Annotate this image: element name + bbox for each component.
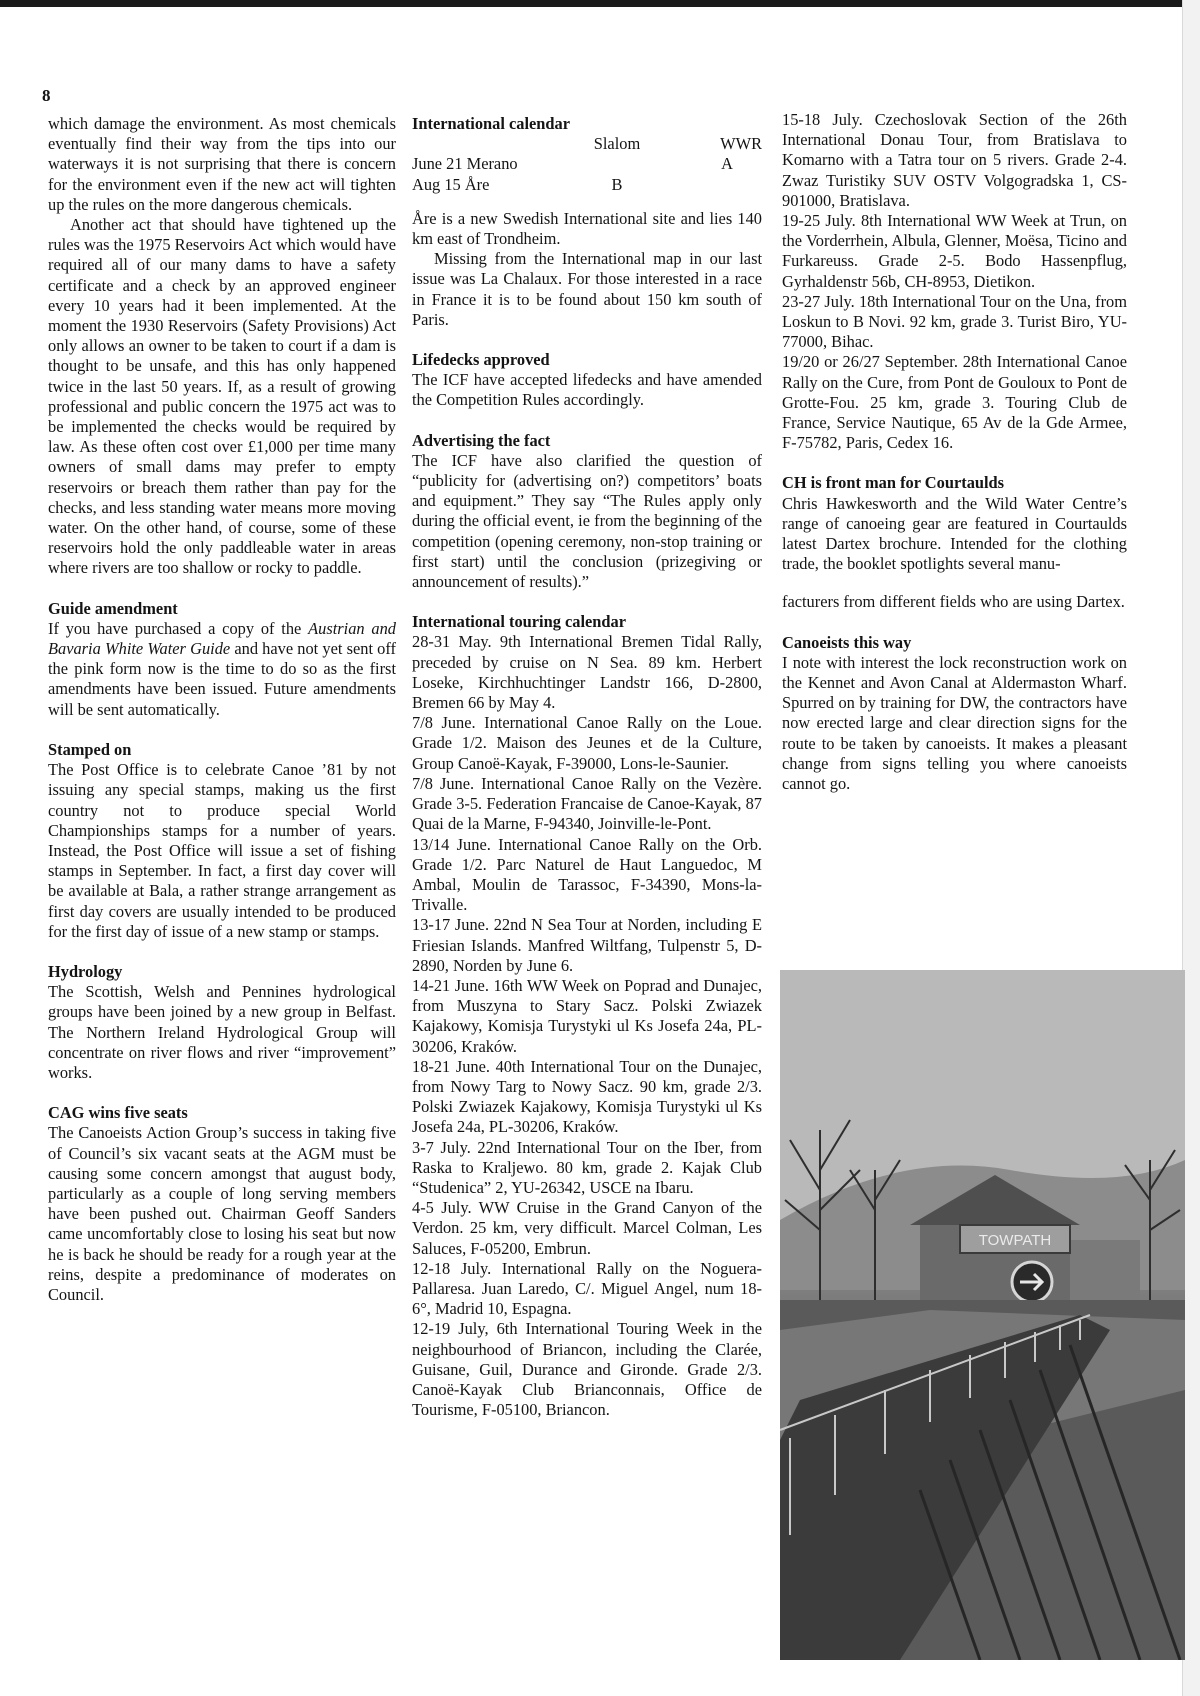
lifedecks-text: The ICF have accepted lifedecks and have amended the Competition Rules accordingly. bbox=[412, 370, 762, 410]
touring-entry: 19/20 or 26/27 September. 28th International Canoe Rally on the Cure, from Pont de Gouloux to Pont de Grotte-Fou. 25 km, grade 3. Touring Club de France, Service Nautique, 65 Av de la Gde Armee, F-75782, Paris, Cedex 16. bbox=[782, 352, 1127, 453]
courtaulds-heading: CH is front man for Courtaulds bbox=[782, 473, 1005, 493]
touring-entry: 3-7 July. 22nd International Tour on the Iber, from Raska to Kraljewo. 80 km, grade 2. Kajak Club “Studenica” 2, YU-26342, USCE na Ibaru. bbox=[412, 1137, 762, 1197]
guide-amendment-heading: Guide amendment bbox=[48, 598, 178, 618]
advertising-heading: Advertising the fact bbox=[412, 430, 551, 450]
are-paragraph: Åre is a new Swedish International site and lies 140 km east of Trondheim. bbox=[412, 208, 762, 249]
hydrology-heading: Hydrology bbox=[48, 961, 123, 981]
touring-entry: 7/8 June. International Canoe Rally on the Vezère. Grade 3-5. Federation Francaise de Canoe-Kayak, 87 Quai de la Marne, F-94340, Joinville-le-Pont. bbox=[412, 773, 762, 834]
international-calendar-table bbox=[412, 134, 762, 195]
advertising-text: The ICF have also clarified the question of “publicity for (advertising on?) competitors’ boats and equipment.” They say “The Rules apply only during the official event, ie from the beginning of the competition (opening ceremony, non-stop training or first start) until the conclusion (prizegiving or announcement of results).” bbox=[412, 450, 762, 592]
calendar-row: Aug 15 Åre B bbox=[412, 174, 623, 194]
middle-column bbox=[412, 114, 762, 1420]
stamped-on-text: The Post Office is to celebrate Canoe ’81 by not issuing any special stamps, making us the first country not to produce special World Championships stamps for a number of years. Instead, the Post Office will issue a set of fishing stamps in September. In fact, a first day cover will be available at Bala, a rather strange arrangement as first day covers are usually intended to be produced for the first day of issue of a new stamp or stamps. bbox=[48, 760, 396, 941]
photo-scene bbox=[780, 970, 1185, 1660]
column-break bbox=[782, 574, 1127, 592]
chalaux-paragraph: Missing from the International map in our last issue was La Chalaux. For those interested in a race in France it is to be found about 150 km south of Paris. bbox=[412, 249, 762, 329]
courtaulds-text-part2: facturers from different fields who are using Dartex. bbox=[782, 592, 1125, 612]
touring-entry: 4-5 July. WW Cruise in the Grand Canyon of the Verdon. 25 km, very difficult. Marcel Colman, Les Saluces, F-05200, Embrun. bbox=[412, 1198, 762, 1258]
touring-entry: 14-21 June. 16th WW Week on Poprad and Dunajec, from Muszyna to Stary Sacz. Polski Zwiazek Kajakowy, Komisja Turystyki ul Ks Josefa 24a, PL-30206, Kraków. bbox=[412, 975, 762, 1056]
calendar-row: June 21 Merano A bbox=[412, 154, 733, 174]
hydrology-text: The Scottish, Welsh and Pennines hydrological groups have been joined by a new group in Belfast. The Northern Ireland Hydrological Group will concentrate on river flows and river “improvement” works. bbox=[48, 982, 396, 1082]
touring-entry: 13-17 June. 22nd N Sea Tour at Norden, including E Friesian Islands. Manfred Wiltfang, Tulpenstr 5, D-2890, Norden by June 6. bbox=[412, 915, 762, 975]
left-column bbox=[48, 114, 396, 1305]
top-edge-rule bbox=[0, 0, 1200, 7]
cag-heading: CAG wins five seats bbox=[48, 1103, 188, 1123]
touring-entry: 19-25 July. 8th International WW Week at Trun, on the Vorderrhein, Albula, Glenner, Moësa, Ticino and Furkareuss. Grade 2-5. Bodo Hassenpflug, Gyrhaldenstr 56b, CH-8953, Dietikon. bbox=[782, 211, 1127, 291]
stamped-on-heading: Stamped on bbox=[48, 739, 132, 759]
touring-entry: 23-27 July. 18th International Tour on the Una, from Loskun to B Novi. 92 km, grade 3. Turist Biro, YU-77000, Bihac. bbox=[782, 291, 1127, 352]
cag-text: The Canoeists Action Group’s success in taking five of Council’s six vacant seats at the AGM must be causing some concern amongst that august body, particularly as a couple of long serving members have been pushed out. Chairman Geoff Sanders came uncomfortably close to losing his seat but now he is back he should be ready for a rough year at the reins, despite a predominance of moderates on Council. bbox=[48, 1123, 396, 1304]
reservoirs-paragraph: Another act that should have tightened up the rules was the 1975 Reservoirs Act which would have required all of our many dams to have a safety certificate and a check by an approved engineer every 10 years had it been implemented. At the moment the 1930 Reservoirs (Safety Provisions) Act only allows an owner to be taken to court if a dam is thought to be unsafe, and this has only happened twice in the last 50 years. If, as a result of growing professional and public concern the 1975 act was to be implemented the checks would be required by law. As these often cost over £1,000 per time many owners of small dams may prefer to empty reservoirs or breach them rather than pay for the checks, and less standing water means more moving water. On the other hand, of course, some of these reservoirs hold the only paddleable water in areas where rivers are too shallow or rocky to paddle. bbox=[48, 215, 396, 578]
page-number: 8 bbox=[42, 86, 51, 105]
canoeists-heading: Canoeists this way bbox=[782, 632, 912, 652]
courtaulds-text-part1: Chris Hawkesworth and the Wild Water Centre’s range of canoeing gear are featured in Courtaulds latest Dartex brochure. Intended for the clothing trade, the booklet spotlights several manu- bbox=[782, 493, 1127, 574]
touring-calendar-heading: International touring calendar bbox=[412, 612, 626, 632]
lifedecks-heading: Lifedecks approved bbox=[412, 350, 550, 370]
touring-entry: 7/8 June. International Canoe Rally on the Loue. Grade 1/2. Maison des Jeunes et de la Culture, Group Canoë-Kayak, F-39000, Lons-le-Saunier. bbox=[412, 713, 762, 773]
touring-entry: 18-21 June. 40th International Tour on the Dunajec, from Nowy Targ to Nowy Sacz. 90 km, grade 2/3. Polski Zwiazek Kajakowy, Komisja Turystyki ul Ks Josefa 24a, PL-30206, Kraków. bbox=[412, 1056, 762, 1137]
right-column bbox=[782, 110, 1127, 794]
touring-entry: 15-18 July. Czechoslovak Section of the 26th International Donau Tour, from Bratislava to Komarno with a Tatra tour on 5 rivers. Grade 2-4. Zwaz Turistiky SUV OSTV Volgogradska 1, CS-901000, Bratislava. bbox=[782, 110, 1127, 210]
guide-title: Austrian and Bavaria White Water Guide bbox=[48, 618, 396, 659]
calendar-header-row bbox=[412, 134, 762, 154]
wwr-column-header: WWR bbox=[720, 134, 762, 154]
guide-amendment-text: If you have purchased a copy of the Austrian and Bavaria White Water Guide and have not yet sent off the pink form now is the time to do so as the first amendments have been issued. Future amendments will be sent automatically. bbox=[48, 618, 396, 719]
touring-entry: 12-18 July. International Rally on the Noguera-Pallaresa. Juan Laredo, C/. Miguel Angel, num 18-6°, Madrid 10, Espagna. bbox=[412, 1258, 762, 1319]
international-calendar-heading: International calendar bbox=[412, 114, 570, 133]
touring-entry: 28-31 May. 9th International Bremen Tidal Rally, preceded by cruise on N Sea. 89 km. Herbert Loseke, Kirchhuchtinger Landstr 166, D-2800, Bremen 66 by May 4. bbox=[412, 632, 762, 713]
towpath-photo bbox=[780, 970, 1185, 1660]
touring-entry: 13/14 June. International Canoe Rally on the Orb. Grade 1/2. Parc Naturel de Haut Languedoc, M Ambal, Moulin de Tarassoc, F-34390, Mons-la-Trivalle. bbox=[412, 834, 762, 915]
touring-entry: 12-19 July, 6th International Touring Week in the neighbourhood of Briancon, including the Clarée, Guisane, Guil, Durance and Gironde. Grade 2/3. Canoë-Kayak Club Brianconnais, Office de Tourisme, F-05100, Briancon. bbox=[412, 1319, 762, 1420]
canoeists-text: I note with interest the lock reconstruction work on the Kennet and Avon Canal at Aldermaston Wharf. Spurred on by training for DW, the contractors have now erected large and clear direction signs for the route to be taken by canoeists. It makes a pleasant change from signs telling you where canoeists cannot go. bbox=[782, 652, 1127, 794]
slalom-column-header: Slalom bbox=[593, 134, 641, 154]
sign-text: TOWPATH bbox=[978, 1232, 1052, 1249]
towpath-sign bbox=[960, 1225, 1070, 1253]
intro-paragraph: which damage the environment. As most chemicals eventually find their way from the tips into our waterways it is not surprising that there is concern for the environment even if the new act will tighten up the rules on the more dangerous chemicals. bbox=[48, 114, 396, 214]
